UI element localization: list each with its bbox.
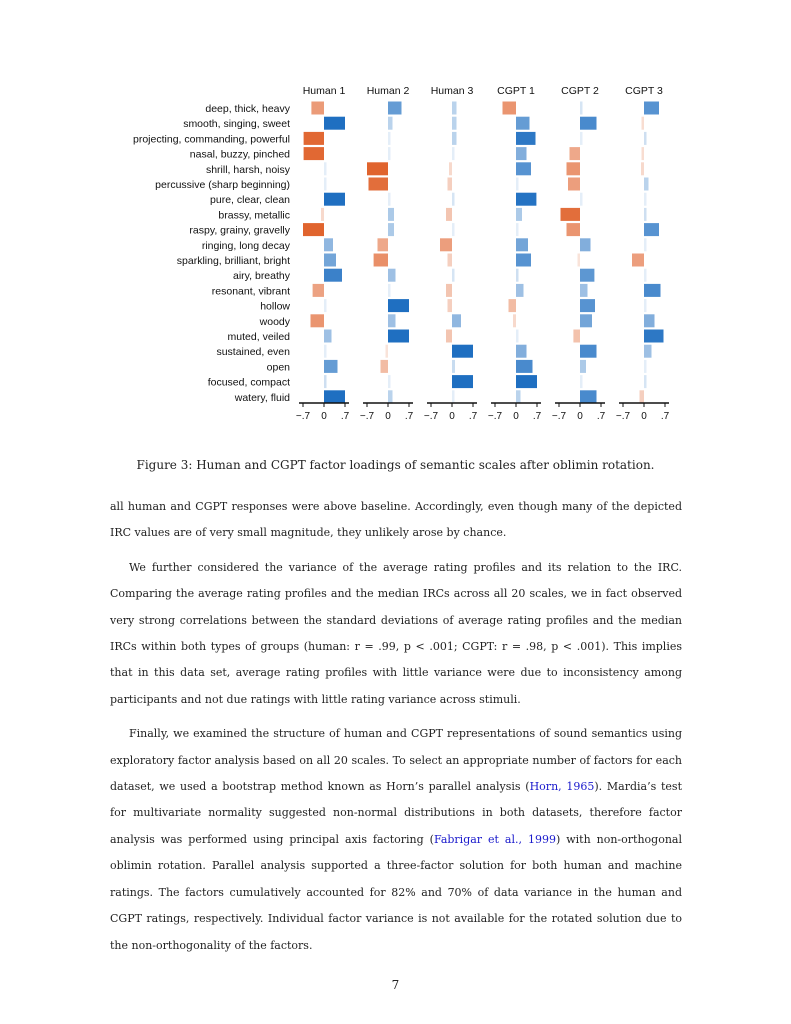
bar-cgpt-3-deep-thick-heavy <box>644 102 659 115</box>
panel-title-cgpt-3: CGPT 3 <box>625 85 663 97</box>
bar-cgpt-1-sustained-even <box>516 345 527 358</box>
bar-cgpt-2-deep-thick-heavy <box>580 102 583 115</box>
bar-human-3-projecting-commanding-powerful <box>452 132 457 145</box>
bar-cgpt-1-watery-fluid <box>516 390 521 403</box>
bar-cgpt-1-projecting-commanding-powerful <box>516 132 536 145</box>
citation-fabrigar-1999[interactable]: Fabrigar et al., 1999 <box>433 832 556 846</box>
bar-cgpt-3-focused-compact <box>644 375 647 388</box>
bar-cgpt-2-woody <box>580 314 592 327</box>
bar-cgpt-3-ringing-long-decay <box>644 238 647 251</box>
bar-human-3-pure-clear-clean <box>452 193 455 206</box>
bar-human-3-deep-thick-heavy <box>452 102 457 115</box>
bar-human-1-sparkling-brilliant-bright <box>324 254 336 267</box>
bar-cgpt-3-pure-clear-clean <box>644 193 647 206</box>
bar-human-2-deep-thick-heavy <box>388 102 402 115</box>
bar-human-2-brassy-metallic <box>388 208 394 221</box>
bar-cgpt-2-airy-breathy <box>580 269 594 282</box>
bar-human-1-ringing-long-decay <box>324 238 333 251</box>
bar-cgpt-1-resonant-vibrant <box>516 284 524 297</box>
panel-title-human-1: Human 1 <box>302 85 346 97</box>
bar-cgpt-3-nasal-buzzy-pinched <box>642 147 645 160</box>
bar-cgpt-1-brassy-metallic <box>516 208 522 221</box>
bar-cgpt-2-hollow <box>580 299 595 312</box>
bar-human-3-woody <box>452 314 461 327</box>
paragraph-3-text-a: Finally, we examined the structure of human and CGPT representations of sound semantics using exploratory factor analysis based on all 20 scales. To select an appropriate number of factors for each dataset, we used a bootstrap method known as Horn’s parallel analysis ( <box>110 727 682 794</box>
bar-cgpt-1-woody <box>513 314 516 327</box>
scale-label-percussive-sharp-beginning: percussive (sharp beginning) <box>155 179 290 191</box>
bar-cgpt-1-muted-veiled <box>516 330 519 343</box>
bar-cgpt-3-brassy-metallic <box>644 208 647 221</box>
bar-human-1-pure-clear-clean <box>324 193 345 206</box>
bar-human-3-watery-fluid <box>452 390 455 403</box>
bar-human-2-open <box>381 360 389 373</box>
bar-human-2-projecting-commanding-powerful <box>388 132 391 145</box>
bar-human-1-focused-compact <box>324 375 327 388</box>
bar-cgpt-2-sparkling-brilliant-bright <box>578 254 581 267</box>
bar-cgpt-2-open <box>580 360 586 373</box>
bar-human-3-hollow <box>448 299 453 312</box>
bar-cgpt-1-airy-breathy <box>516 269 519 282</box>
bar-human-1-raspy-grainy-gravelly <box>303 223 324 236</box>
tick-label-human-2-1: 0 <box>385 411 391 422</box>
bar-cgpt-3-sustained-even <box>644 345 652 358</box>
bar-human-1-projecting-commanding-powerful <box>304 132 324 145</box>
bar-human-2-shrill-harsh-noisy <box>367 162 388 175</box>
bar-human-1-muted-veiled <box>324 330 332 343</box>
bar-cgpt-2-ringing-long-decay <box>580 238 591 251</box>
tick-label-cgpt-2-1: 0 <box>577 411 583 422</box>
bar-cgpt-3-open <box>644 360 647 373</box>
bar-cgpt-2-watery-fluid <box>580 390 597 403</box>
scale-label-resonant-vibrant: resonant, vibrant <box>211 285 290 298</box>
scale-label-open: open <box>266 361 290 374</box>
scale-label-deep-thick-heavy: deep, thick, heavy <box>205 103 290 115</box>
bar-cgpt-1-shrill-harsh-noisy <box>516 162 531 175</box>
tick-label-human-3-0: −.7 <box>423 411 439 422</box>
tick-label-cgpt-1-2: .7 <box>532 411 542 422</box>
bar-cgpt-1-hollow <box>509 299 517 312</box>
bar-human-1-resonant-vibrant <box>313 284 324 297</box>
bar-cgpt-2-brassy-metallic <box>561 208 581 221</box>
scale-label-muted-veiled: muted, veiled <box>227 331 290 343</box>
bar-cgpt-1-nasal-buzzy-pinched <box>516 147 527 160</box>
tick-label-human-1-0: −.7 <box>295 411 311 422</box>
bar-human-2-sparkling-brilliant-bright <box>374 254 388 267</box>
bar-cgpt-3-watery-fluid <box>640 390 645 403</box>
body-text <box>110 494 682 967</box>
bar-human-1-open <box>324 360 338 373</box>
tick-label-cgpt-3-0: −.7 <box>615 411 631 422</box>
bar-cgpt-1-deep-thick-heavy <box>503 102 517 115</box>
panel-title-human-3: Human 3 <box>430 85 474 97</box>
scale-label-focused-compact: focused, compact <box>207 376 290 389</box>
bar-human-3-sustained-even <box>452 345 473 358</box>
tick-label-human-2-0: −.7 <box>359 411 375 422</box>
bar-human-1-nasal-buzzy-pinched <box>304 147 324 160</box>
scale-label-brassy-metallic: brassy, metallic <box>218 209 290 222</box>
paragraph-3 <box>110 721 682 959</box>
bar-cgpt-2-nasal-buzzy-pinched <box>570 147 581 160</box>
bar-human-3-smooth-singing-sweet <box>452 117 457 130</box>
bar-human-2-watery-fluid <box>388 390 393 403</box>
scale-label-watery-fluid: watery, fluid <box>234 391 290 404</box>
bar-cgpt-3-raspy-grainy-gravelly <box>644 223 659 236</box>
bar-human-2-sustained-even <box>386 345 389 358</box>
bar-cgpt-1-smooth-singing-sweet <box>516 117 530 130</box>
bar-human-2-percussive-sharp-beginning <box>369 178 389 191</box>
bar-cgpt-2-shrill-harsh-noisy <box>567 162 581 175</box>
bar-human-2-pure-clear-clean <box>388 193 391 206</box>
panel-title-cgpt-2: CGPT 2 <box>561 85 599 97</box>
bar-cgpt-2-raspy-grainy-gravelly <box>567 223 581 236</box>
bar-human-1-airy-breathy <box>324 269 342 282</box>
bar-human-3-ringing-long-decay <box>440 238 452 251</box>
bar-cgpt-3-shrill-harsh-noisy <box>641 162 644 175</box>
bar-human-2-ringing-long-decay <box>378 238 389 251</box>
bar-human-2-hollow <box>388 299 409 312</box>
bar-human-3-resonant-vibrant <box>446 284 452 297</box>
bar-human-2-woody <box>388 314 396 327</box>
bar-human-3-muted-veiled <box>446 330 452 343</box>
bar-human-2-resonant-vibrant <box>388 284 391 297</box>
tick-label-human-2-2: .7 <box>404 411 414 422</box>
scale-label-projecting-commanding-powerful: projecting, commanding, powerful <box>133 133 290 146</box>
bar-human-3-sparkling-brilliant-bright <box>448 254 453 267</box>
bar-human-2-airy-breathy <box>388 269 396 282</box>
citation-horn-1965[interactable]: Horn, 1965 <box>529 780 595 794</box>
bar-cgpt-2-projecting-commanding-powerful <box>580 132 583 145</box>
bar-cgpt-1-focused-compact <box>516 375 537 388</box>
tick-label-human-3-1: 0 <box>449 411 455 422</box>
bar-human-1-shrill-harsh-noisy <box>324 162 327 175</box>
tick-label-human-3-2: .7 <box>468 411 478 422</box>
scale-label-smooth-singing-sweet: smooth, singing, sweet <box>183 118 290 131</box>
bar-cgpt-1-raspy-grainy-gravelly <box>516 223 519 236</box>
bar-human-3-brassy-metallic <box>446 208 452 221</box>
tick-label-cgpt-1-0: −.7 <box>487 411 503 422</box>
bar-cgpt-3-sparkling-brilliant-bright <box>632 254 644 267</box>
bar-human-3-focused-compact <box>452 375 473 388</box>
bar-cgpt-2-focused-compact <box>580 375 583 388</box>
bar-cgpt-2-percussive-sharp-beginning <box>568 178 580 191</box>
bar-cgpt-3-percussive-sharp-beginning <box>644 178 649 191</box>
scale-label-woody: woody <box>259 315 290 328</box>
bar-human-2-muted-veiled <box>388 330 409 343</box>
bar-cgpt-3-projecting-commanding-powerful <box>644 132 647 145</box>
panel-title-cgpt-1: CGPT 1 <box>497 85 535 97</box>
scale-label-sparkling-brilliant-bright: sparkling, brilliant, bright <box>176 255 290 267</box>
tick-label-cgpt-2-0: −.7 <box>551 411 567 422</box>
bar-cgpt-2-smooth-singing-sweet <box>580 117 597 130</box>
tick-label-cgpt-1-1: 0 <box>513 411 519 422</box>
bar-human-1-woody <box>311 314 325 327</box>
scale-label-raspy-grainy-gravelly: raspy, grainy, gravelly <box>189 224 290 237</box>
bar-cgpt-1-sparkling-brilliant-bright <box>516 254 531 267</box>
factor-loadings-figure <box>0 0 791 440</box>
bar-human-1-percussive-sharp-beginning <box>324 178 327 191</box>
bar-cgpt-3-woody <box>644 314 655 327</box>
tick-label-cgpt-3-2: .7 <box>660 411 670 422</box>
bar-cgpt-3-airy-breathy <box>644 269 647 282</box>
figure-caption: Figure 3: Human and CGPT factor loadings of semantic scales after oblimin rotation. <box>136 458 655 472</box>
tick-label-cgpt-2-2: .7 <box>596 411 606 422</box>
scale-label-airy-breathy: airy, breathy <box>233 270 290 283</box>
panel-title-human-2: Human 2 <box>366 85 410 97</box>
paragraph-3-text-c: ) with non-orthogonal oblimin rotation. Parallel analysis supported a three-factor solution for both human and machine ratings. The factors cumulatively accounted for 82% and 70% of data variance in the human and CGPT ratings, respectively. Individual factor variance is not available for the rotated solution due to the non-orthogonality of the factors. <box>110 832 682 952</box>
bar-human-1-sustained-even <box>324 345 327 358</box>
scale-label-pure-clear-clean: pure, clear, clean <box>210 194 290 207</box>
tick-label-human-1-1: 0 <box>321 411 327 422</box>
bar-human-2-focused-compact <box>388 375 391 388</box>
bar-human-3-raspy-grainy-gravelly <box>452 223 455 236</box>
bar-human-3-open <box>452 360 455 373</box>
scale-label-hollow: hollow <box>260 300 290 313</box>
bar-cgpt-3-resonant-vibrant <box>644 284 661 297</box>
bar-cgpt-1-open <box>516 360 533 373</box>
bar-human-3-shrill-harsh-noisy <box>449 162 452 175</box>
bar-human-3-airy-breathy <box>452 269 455 282</box>
bar-cgpt-1-percussive-sharp-beginning <box>516 178 519 191</box>
bar-human-2-smooth-singing-sweet <box>388 117 393 130</box>
paragraph-2: We further considered the variance of the average rating profiles and its relation to the IRC. Comparing the average rating profiles and the median IRCs across all 20 scales, we in fact observed very strong correlations between the standard deviations of average rating profiles and the median IRCs within both types of groups (human: r = .99, p < .001; CGPT: r = .98, p < .001). This implies that in this data set, average rating profiles with little variance were due to inconsistency among participants and not due ratings with little rating variance across stimuli. <box>110 560 682 706</box>
bar-human-1-hollow <box>324 299 327 312</box>
page-number: 7 <box>391 978 400 992</box>
bar-human-3-percussive-sharp-beginning <box>448 178 453 191</box>
bar-human-2-raspy-grainy-gravelly <box>388 223 394 236</box>
scale-label-sustained-even: sustained, even <box>216 346 290 359</box>
bar-human-1-deep-thick-heavy <box>311 102 324 115</box>
bar-cgpt-2-resonant-vibrant <box>580 284 588 297</box>
scale-label-shrill-harsh-noisy: shrill, harsh, noisy <box>205 163 290 176</box>
bar-cgpt-2-muted-veiled <box>573 330 580 343</box>
tick-label-human-1-2: .7 <box>340 411 350 422</box>
bar-cgpt-3-muted-veiled <box>644 330 664 343</box>
bar-cgpt-1-ringing-long-decay <box>516 238 528 251</box>
bar-cgpt-3-hollow <box>644 299 647 312</box>
scale-label-ringing-long-decay: ringing, long decay <box>201 239 290 252</box>
bar-human-3-nasal-buzzy-pinched <box>452 147 455 160</box>
bar-cgpt-3-smooth-singing-sweet <box>642 117 645 130</box>
scale-label-nasal-buzzy-pinched: nasal, buzzy, pinched <box>189 148 290 161</box>
bar-cgpt-2-pure-clear-clean <box>580 193 583 206</box>
paragraph-3-text-b: ). Mardia’s test for multivariate normality suggested non-normal distributions in both datasets, therefore factor analysis was performed using principal axis factoring ( <box>110 780 682 846</box>
bar-human-1-brassy-metallic <box>321 208 324 221</box>
bar-human-1-watery-fluid <box>324 390 345 403</box>
tick-label-cgpt-3-1: 0 <box>641 411 647 422</box>
bar-cgpt-1-pure-clear-clean <box>516 193 536 206</box>
bar-cgpt-2-sustained-even <box>580 345 597 358</box>
paragraph-1: all human and CGPT responses were above baseline. Accordingly, even though many of the depicted IRC values are of very small magnitude, they unlikely arose by chance. <box>110 500 682 540</box>
bar-human-1-smooth-singing-sweet <box>324 117 345 130</box>
bar-human-2-nasal-buzzy-pinched <box>388 147 391 160</box>
